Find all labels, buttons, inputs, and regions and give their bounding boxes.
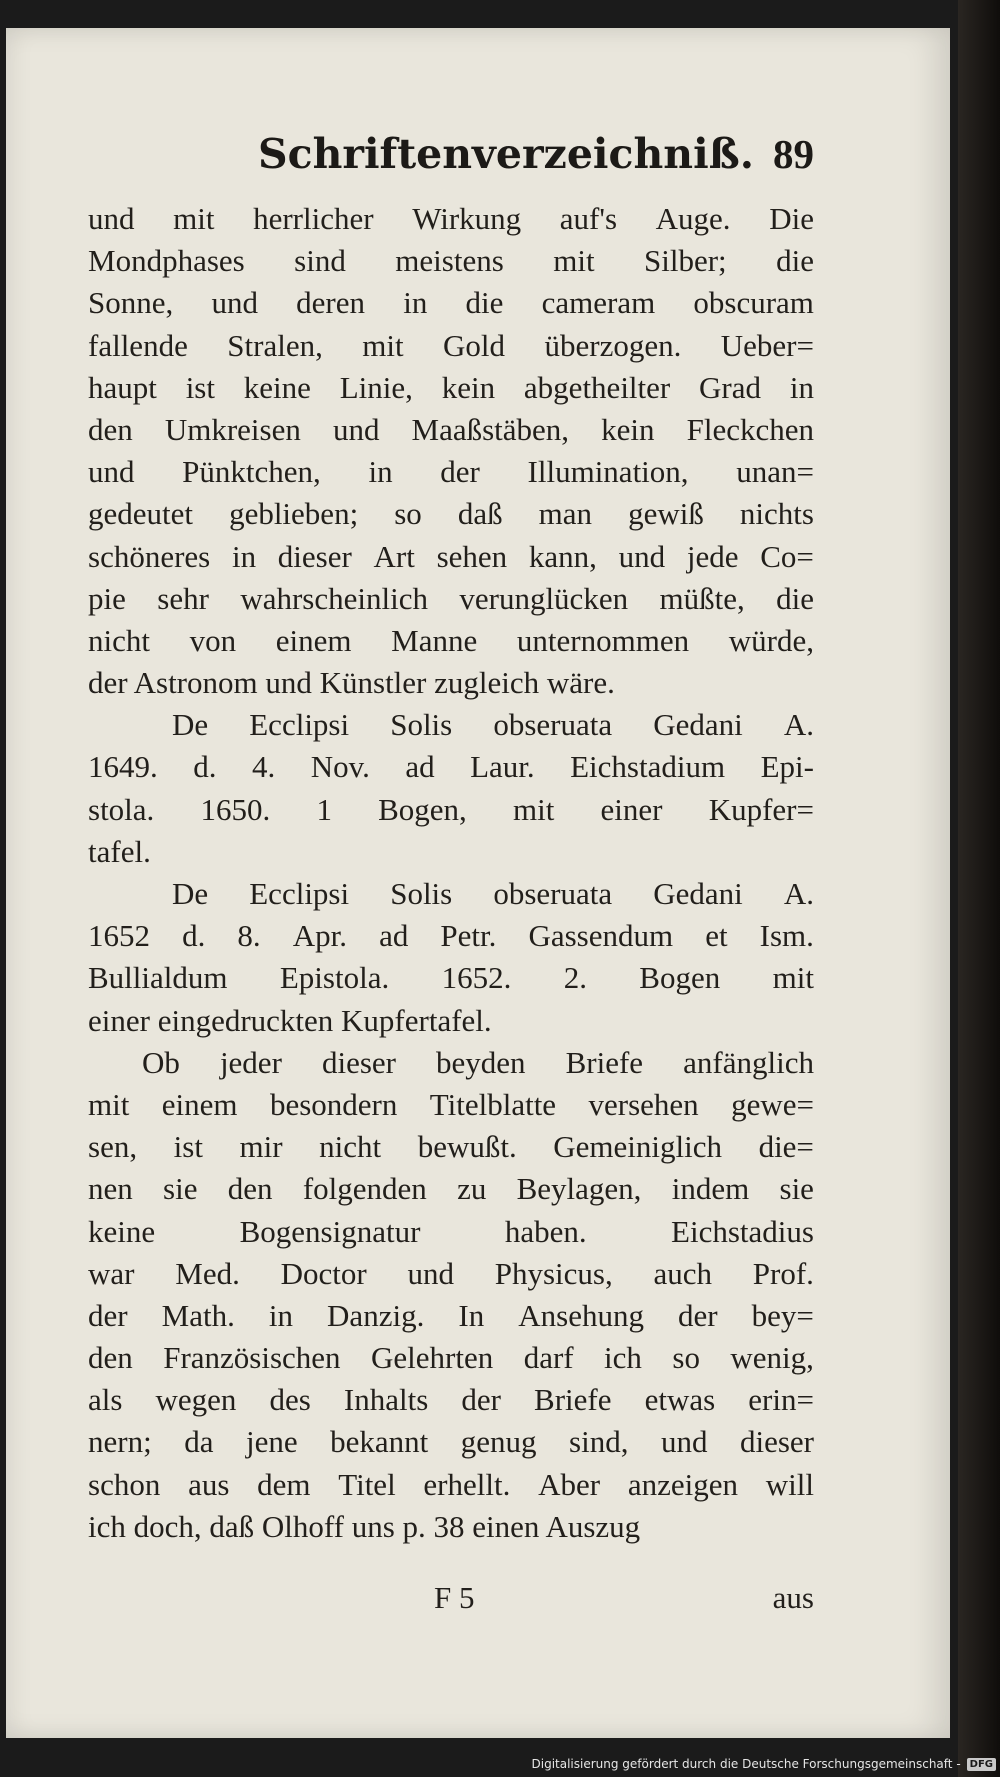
text-line: mit einem besondern Titelblatte versehen gewe= (88, 1086, 814, 1122)
text-line: der Math. in Danzig. In Ansehung der bey= (88, 1297, 814, 1333)
page-header (258, 130, 814, 190)
text-line: und mit herrlicher Wirkung auf's Auge. Die (88, 201, 814, 236)
text-line: nern; da jene bekannt genug sind, und dieser (88, 1424, 814, 1460)
signature-mark: F 5 (434, 1580, 475, 1615)
text-line: pie sehr wahrscheinlich verunglücken müßte, die (88, 580, 814, 616)
text-line: Sonne, und deren in die cameram obscuram (88, 285, 814, 321)
page-number: 89 (773, 131, 814, 177)
text-line: haupt ist keine Linie, kein abgetheilter Grad in (88, 369, 814, 405)
text-line: schon aus dem Titel erhellt. Aber anzeigen will (88, 1466, 814, 1502)
text-line: nen sie den folgenden zu Beylagen, indem sie (88, 1171, 814, 1207)
page-footer (88, 1580, 814, 1624)
body-text (88, 198, 814, 1548)
text-line: keine Bogensignatur haben. Eichstadius (88, 1213, 814, 1249)
text-line: der Astronom und Künstler zugleich wäre. (88, 665, 615, 701)
text-line: sen, ist mir nicht bewußt. Gemeiniglich die= (88, 1129, 814, 1165)
text-line: gedeutet geblieben; so daß man gewiß nichts (88, 496, 814, 532)
text-line: und Pünktchen, in der Illumination, unan= (88, 454, 814, 490)
text-line: den Französischen Gelehrten darf ich so wenig, (88, 1340, 814, 1376)
text-line: einer eingedruckten Kupfertafel. (88, 1002, 492, 1038)
digitization-credit (532, 1753, 997, 1775)
text-line: Ob jeder dieser beyden Briefe anfänglich (142, 1044, 814, 1080)
text-line: fallende Stralen, mit Gold überzogen. Ueber= (88, 327, 814, 363)
text-line: Mondphases sind meistens mit Silber; die (88, 243, 814, 279)
text-line: tafel. (88, 833, 151, 869)
text-line: den Umkreisen und Maaßstäben, kein Fleckchen (88, 411, 814, 447)
dfg-logo: DFG (967, 1758, 996, 1771)
text-line: stola. 1650. 1 Bogen, mit einer Kupfer= (88, 791, 814, 827)
text-line: 1649. d. 4. Nov. ad Laur. Eichstadium Epi- (88, 749, 814, 785)
text-line: De Ecclipsi Solis obseruata Gedani A. (172, 876, 814, 911)
text-line: De Ecclipsi Solis obseruata Gedani A. (172, 707, 814, 743)
text-line: war Med. Doctor und Physicus, auch Prof. (88, 1255, 814, 1291)
text-line: 1652 d. 8. Apr. ad Petr. Gassendum et Ism. (88, 918, 814, 954)
text-line: als wegen des Inhalts der Briefe etwas erin= (88, 1382, 814, 1418)
running-title: Schriftenverzeichniß. (258, 130, 755, 178)
catchword: aus (772, 1580, 814, 1615)
credit-text: Digitalisierung gefördert durch die Deutsche Forschungsgemeinschaft - (531, 1757, 961, 1771)
book-spine (958, 0, 1000, 1777)
text-line: nicht von einem Manne unternommen würde, (88, 622, 814, 658)
text-line: ich doch, daß Olhoff uns p. 38 einen Auszug (88, 1508, 641, 1544)
text-line: Bullialdum Epistola. 1652. 2. Bogen mit (88, 960, 814, 996)
text-line: schöneres in dieser Art sehen kann, und jede Co= (88, 538, 814, 574)
